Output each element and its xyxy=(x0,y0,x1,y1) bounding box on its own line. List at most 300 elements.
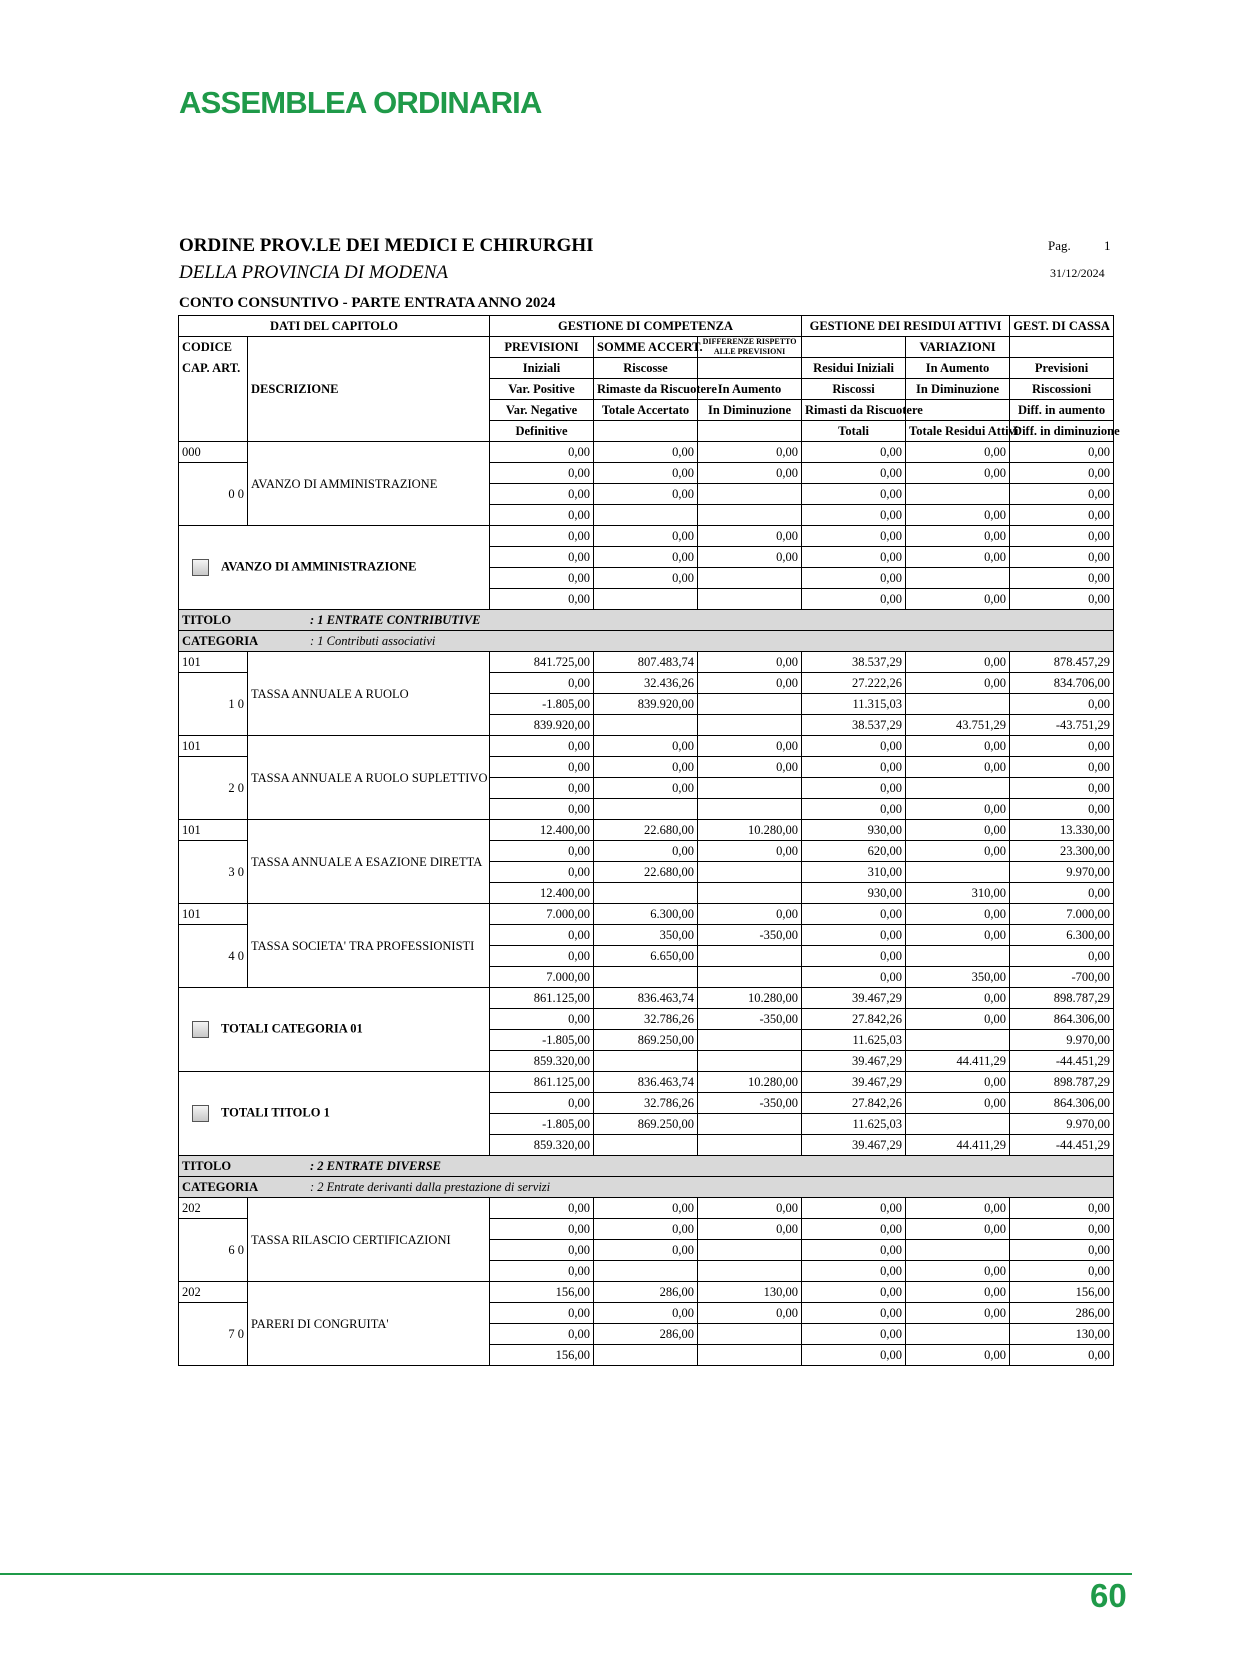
chapter-code: 101 xyxy=(179,820,248,841)
amount-cell: 0,00 xyxy=(490,925,594,946)
checkbox-icon xyxy=(192,1021,209,1038)
amount-cell: 0,00 xyxy=(594,526,698,547)
amount-cell xyxy=(698,778,802,799)
amount-cell: 6.300,00 xyxy=(594,904,698,925)
amount-cell: 0,00 xyxy=(490,547,594,568)
checkbox-icon xyxy=(192,559,209,576)
amount-cell: 0,00 xyxy=(802,1282,906,1303)
amount-cell: 9.970,00 xyxy=(1010,862,1114,883)
amount-cell: 0,00 xyxy=(802,1240,906,1261)
amount-cell: 841.725,00 xyxy=(490,652,594,673)
amount-cell: 0,00 xyxy=(490,736,594,757)
budget-table xyxy=(178,315,1120,1366)
amount-cell: 0,00 xyxy=(1010,778,1114,799)
amount-cell: 10.280,00 xyxy=(698,1072,802,1093)
amount-cell: 0,00 xyxy=(698,652,802,673)
amount-cell: 13.330,00 xyxy=(1010,820,1114,841)
chapter-article: 0 0 xyxy=(179,463,248,526)
amount-cell: 286,00 xyxy=(1010,1303,1114,1324)
amount-cell xyxy=(906,862,1010,883)
amount-cell xyxy=(594,1135,698,1156)
chapter-description: PARERI DI CONGRUITA' xyxy=(248,1282,490,1366)
amount-cell: 834.706,00 xyxy=(1010,673,1114,694)
header-cell: Diff. in diminuzione xyxy=(1010,421,1114,442)
amount-cell: 0,00 xyxy=(906,652,1010,673)
amount-cell: 0,00 xyxy=(906,820,1010,841)
amount-cell: 0,00 xyxy=(1010,757,1114,778)
amount-cell: 39.467,29 xyxy=(802,1135,906,1156)
amount-cell: 869.250,00 xyxy=(594,1030,698,1051)
amount-cell: 0,00 xyxy=(490,1219,594,1240)
table-row xyxy=(179,1072,1114,1093)
amount-cell: 130,00 xyxy=(698,1282,802,1303)
amount-cell: 0,00 xyxy=(490,1198,594,1219)
amount-cell: -1.805,00 xyxy=(490,1114,594,1135)
amount-cell: 0,00 xyxy=(1010,484,1114,505)
header-cell: Riscossi xyxy=(802,379,906,400)
amount-cell: 22.680,00 xyxy=(594,820,698,841)
amount-cell: 286,00 xyxy=(594,1324,698,1345)
band-label: CATEGORIA xyxy=(182,634,259,648)
band-label: CATEGORIA xyxy=(182,1180,259,1194)
header-cell: DIFFERENZE RISPETTO ALLE PREVISIONI xyxy=(698,337,802,358)
amount-cell: 27.842,26 xyxy=(802,1009,906,1030)
amount-cell: 11.625,03 xyxy=(802,1114,906,1135)
amount-cell: 0,00 xyxy=(698,463,802,484)
amount-cell xyxy=(698,883,802,904)
total-label-cell xyxy=(179,988,490,1072)
amount-cell: 0,00 xyxy=(906,904,1010,925)
amount-cell: 0,00 xyxy=(698,442,802,463)
chapter-code: 101 xyxy=(179,736,248,757)
amount-cell: 0,00 xyxy=(906,841,1010,862)
amount-cell xyxy=(698,799,802,820)
amount-cell: 0,00 xyxy=(698,1219,802,1240)
header-cell: Var. Negative xyxy=(490,400,594,421)
amount-cell: 0,00 xyxy=(802,904,906,925)
chapter-article: 6 0 xyxy=(179,1219,248,1282)
amount-cell: 32.786,26 xyxy=(594,1093,698,1114)
amount-cell: 0,00 xyxy=(594,442,698,463)
group-gestione-competenza: GESTIONE DI COMPETENZA xyxy=(490,316,802,337)
amount-cell: 0,00 xyxy=(802,547,906,568)
header-cell: Iniziali xyxy=(490,358,594,379)
amount-cell xyxy=(906,1114,1010,1135)
header-cell: Totale Residui Attivi xyxy=(906,421,1010,442)
amount-cell: 0,00 xyxy=(906,463,1010,484)
amount-cell: 869.250,00 xyxy=(594,1114,698,1135)
amount-cell: 0,00 xyxy=(906,1093,1010,1114)
amount-cell: 0,00 xyxy=(1010,1345,1114,1366)
amount-cell: 0,00 xyxy=(594,1240,698,1261)
header-cell: PREVISIONI xyxy=(490,337,594,358)
amount-cell: 0,00 xyxy=(594,778,698,799)
section-band xyxy=(179,631,1114,652)
amount-cell: 39.467,29 xyxy=(802,1051,906,1072)
group-dati-capitolo: DATI DEL CAPITOLO xyxy=(179,316,490,337)
chapter-code: 101 xyxy=(179,652,248,673)
amount-cell: 0,00 xyxy=(802,1303,906,1324)
header-group-row xyxy=(179,316,1114,337)
amount-cell: 620,00 xyxy=(802,841,906,862)
header-cell: Definitive xyxy=(490,421,594,442)
amount-cell: 0,00 xyxy=(906,799,1010,820)
amount-cell: 0,00 xyxy=(490,1009,594,1030)
amount-cell xyxy=(698,1324,802,1345)
amount-cell: 7.000,00 xyxy=(490,967,594,988)
amount-cell xyxy=(906,568,1010,589)
chapter-description: TASSA SOCIETA' TRA PROFESSIONISTI xyxy=(248,904,490,988)
chapter-article: 1 0 xyxy=(179,673,248,736)
total-label-cell xyxy=(179,1072,490,1156)
amount-cell: 0,00 xyxy=(1010,1261,1114,1282)
section-header: ASSEMBLEA ORDINARIA xyxy=(179,85,542,120)
amount-cell: 0,00 xyxy=(906,1219,1010,1240)
chapter-description: TASSA ANNUALE A RUOLO SUPLETTIVO xyxy=(248,736,490,820)
section-band xyxy=(179,610,1114,631)
amount-cell: 350,00 xyxy=(906,967,1010,988)
table-row xyxy=(179,1198,1114,1219)
amount-cell: 0,00 xyxy=(1010,694,1114,715)
amount-cell xyxy=(698,715,802,736)
amount-cell: 12.400,00 xyxy=(490,883,594,904)
amount-cell: 0,00 xyxy=(906,757,1010,778)
amount-cell: 32.786,26 xyxy=(594,1009,698,1030)
section-band xyxy=(179,1156,1114,1177)
amount-cell: 310,00 xyxy=(906,883,1010,904)
amount-cell: 38.537,29 xyxy=(802,715,906,736)
amount-cell: -350,00 xyxy=(698,925,802,946)
amount-cell: 0,00 xyxy=(490,778,594,799)
amount-cell: 32.436,26 xyxy=(594,673,698,694)
table-body xyxy=(179,442,1114,1366)
chapter-description: TASSA ANNUALE A ESAZIONE DIRETTA xyxy=(248,820,490,904)
amount-cell: 0,00 xyxy=(906,442,1010,463)
header-row xyxy=(179,337,1114,358)
amount-cell: 0,00 xyxy=(594,463,698,484)
amount-cell: 0,00 xyxy=(906,1282,1010,1303)
amount-cell: 0,00 xyxy=(594,841,698,862)
amount-cell: 39.467,29 xyxy=(802,988,906,1009)
header-cap-art-label: CAP. ART. xyxy=(182,361,241,375)
amount-cell: 0,00 xyxy=(906,988,1010,1009)
amount-cell: 0,00 xyxy=(802,736,906,757)
amount-cell: 0,00 xyxy=(594,1303,698,1324)
amount-cell: 864.306,00 xyxy=(1010,1009,1114,1030)
band-value: : 1 ENTRATE CONTRIBUTIVE xyxy=(310,613,481,627)
amount-cell: 0,00 xyxy=(1010,1219,1114,1240)
amount-cell: 0,00 xyxy=(802,799,906,820)
amount-cell: 0,00 xyxy=(490,589,594,610)
amount-cell: 0,00 xyxy=(490,505,594,526)
org-name: ORDINE PROV.LE DEI MEDICI E CHIRURGHI xyxy=(179,235,594,256)
amount-cell xyxy=(594,715,698,736)
amount-cell xyxy=(698,862,802,883)
amount-cell xyxy=(698,1030,802,1051)
header-descrizione: DESCRIZIONE xyxy=(248,337,490,442)
amount-cell: 0,00 xyxy=(802,442,906,463)
amount-cell xyxy=(594,883,698,904)
header-codice-label: CODICE xyxy=(182,340,233,354)
amount-cell: 0,00 xyxy=(802,526,906,547)
amount-cell: 350,00 xyxy=(594,925,698,946)
amount-cell: 0,00 xyxy=(490,1261,594,1282)
amount-cell xyxy=(906,1030,1010,1051)
amount-cell: 859.320,00 xyxy=(490,1135,594,1156)
amount-cell: 0,00 xyxy=(490,841,594,862)
amount-cell: 0,00 xyxy=(1010,1240,1114,1261)
table-row xyxy=(179,904,1114,925)
amount-cell: 864.306,00 xyxy=(1010,1093,1114,1114)
amount-cell: 0,00 xyxy=(490,442,594,463)
amount-cell xyxy=(698,484,802,505)
section-band xyxy=(179,1177,1114,1198)
chapter-article: 2 0 xyxy=(179,757,248,820)
amount-cell: -44.451,29 xyxy=(1010,1135,1114,1156)
header-cell: Diff. in aumento xyxy=(1010,400,1114,421)
amount-cell xyxy=(698,1051,802,1072)
amount-cell: 0,00 xyxy=(490,946,594,967)
header-cell xyxy=(594,421,698,442)
amount-cell: 898.787,29 xyxy=(1010,988,1114,1009)
section-band-row xyxy=(179,631,1114,652)
amount-cell: 0,00 xyxy=(698,1198,802,1219)
amount-cell: 0,00 xyxy=(906,1072,1010,1093)
amount-cell: 0,00 xyxy=(906,1198,1010,1219)
group-gestione-residui: GESTIONE DEI RESIDUI ATTIVI xyxy=(802,316,1010,337)
amount-cell: 286,00 xyxy=(594,1282,698,1303)
amount-cell: 0,00 xyxy=(594,757,698,778)
amount-cell xyxy=(698,568,802,589)
header-cell: Previsioni xyxy=(1010,358,1114,379)
header-cell: Residui Iniziali xyxy=(802,358,906,379)
amount-cell: 0,00 xyxy=(1010,946,1114,967)
chapter-description: TASSA ANNUALE A RUOLO xyxy=(248,652,490,736)
header-cell: VARIAZIONI xyxy=(906,337,1010,358)
amount-cell: 0,00 xyxy=(906,673,1010,694)
amount-cell: 0,00 xyxy=(490,757,594,778)
amount-cell: 0,00 xyxy=(1010,589,1114,610)
amount-cell xyxy=(594,1345,698,1366)
amount-cell: 43.751,29 xyxy=(906,715,1010,736)
amount-cell: 0,00 xyxy=(698,547,802,568)
amount-cell: -350,00 xyxy=(698,1093,802,1114)
table-row xyxy=(179,652,1114,673)
chapter-article: 3 0 xyxy=(179,841,248,904)
amount-cell: 930,00 xyxy=(802,820,906,841)
amount-cell: 898.787,29 xyxy=(1010,1072,1114,1093)
section-band-row xyxy=(179,1177,1114,1198)
amount-cell: 0,00 xyxy=(490,526,594,547)
amount-cell: 0,00 xyxy=(906,547,1010,568)
amount-cell xyxy=(698,1240,802,1261)
amount-cell: 0,00 xyxy=(802,1261,906,1282)
amount-cell: 0,00 xyxy=(802,484,906,505)
amount-cell: 0,00 xyxy=(490,1324,594,1345)
chapter-article: 4 0 xyxy=(179,925,248,988)
header-cell xyxy=(1010,337,1114,358)
amount-cell: 839.920,00 xyxy=(490,715,594,736)
amount-cell: 0,00 xyxy=(594,1219,698,1240)
band-label: TITOLO xyxy=(182,1159,232,1173)
amount-cell: 10.280,00 xyxy=(698,820,802,841)
amount-cell: 0,00 xyxy=(698,673,802,694)
amount-cell: 0,00 xyxy=(490,862,594,883)
amount-cell: 0,00 xyxy=(698,1303,802,1324)
page-number: 60 xyxy=(1090,1577,1127,1614)
checkbox-icon xyxy=(192,1105,209,1122)
amount-cell: -1.805,00 xyxy=(490,694,594,715)
amount-cell xyxy=(594,967,698,988)
amount-cell: 836.463,74 xyxy=(594,988,698,1009)
amount-cell: 0,00 xyxy=(594,736,698,757)
amount-cell: 9.970,00 xyxy=(1010,1030,1114,1051)
header-cell xyxy=(698,358,802,379)
amount-cell: 0,00 xyxy=(1010,526,1114,547)
table-row xyxy=(179,1282,1114,1303)
amount-cell: 0,00 xyxy=(906,505,1010,526)
amount-cell: 156,00 xyxy=(1010,1282,1114,1303)
amount-cell: 0,00 xyxy=(1010,1198,1114,1219)
amount-cell: 0,00 xyxy=(1010,547,1114,568)
amount-cell: 0,00 xyxy=(906,1303,1010,1324)
amount-cell: 156,00 xyxy=(490,1282,594,1303)
amount-cell: 0,00 xyxy=(490,568,594,589)
amount-cell: 861.125,00 xyxy=(490,988,594,1009)
total-label-cell xyxy=(179,526,490,610)
amount-cell: 0,00 xyxy=(1010,463,1114,484)
amount-cell: 0,00 xyxy=(906,1345,1010,1366)
page-label: Pag. xyxy=(1048,238,1071,253)
total-label: TOTALI CATEGORIA 01 xyxy=(221,1021,363,1036)
header-cell: Rimasti da Riscuotere xyxy=(802,400,906,421)
amount-cell: 6.650,00 xyxy=(594,946,698,967)
chapter-code: 000 xyxy=(179,442,248,463)
amount-cell: 22.680,00 xyxy=(594,862,698,883)
amount-cell: 0,00 xyxy=(698,757,802,778)
amount-cell xyxy=(906,694,1010,715)
amount-cell: 861.125,00 xyxy=(490,1072,594,1093)
amount-cell: 12.400,00 xyxy=(490,820,594,841)
amount-cell xyxy=(698,1345,802,1366)
amount-cell: 130,00 xyxy=(1010,1324,1114,1345)
amount-cell: 0,00 xyxy=(698,526,802,547)
amount-cell: 0,00 xyxy=(594,547,698,568)
document-title: CONTO CONSUNTIVO - PARTE ENTRATA ANNO 2024 xyxy=(179,295,556,311)
page-no: 1 xyxy=(1104,238,1111,253)
report-date: 31/12/2024 xyxy=(1050,266,1105,280)
amount-cell: -43.751,29 xyxy=(1010,715,1114,736)
amount-cell: 0,00 xyxy=(906,1009,1010,1030)
amount-cell: 0,00 xyxy=(490,799,594,820)
band-label: TITOLO xyxy=(182,613,232,627)
amount-cell: 0,00 xyxy=(906,589,1010,610)
amount-cell: 27.222,26 xyxy=(802,673,906,694)
amount-cell: 27.842,26 xyxy=(802,1093,906,1114)
amount-cell: 0,00 xyxy=(594,1198,698,1219)
amount-cell xyxy=(698,967,802,988)
amount-cell xyxy=(906,1324,1010,1345)
amount-cell xyxy=(594,589,698,610)
header-codice xyxy=(179,337,248,442)
chapter-code: 101 xyxy=(179,904,248,925)
total-label: AVANZO DI AMMINISTRAZIONE xyxy=(221,559,417,574)
amount-cell: 11.315,03 xyxy=(802,694,906,715)
amount-cell xyxy=(594,799,698,820)
amount-cell: -44.451,29 xyxy=(1010,1051,1114,1072)
amount-cell: 0,00 xyxy=(906,925,1010,946)
amount-cell: 7.000,00 xyxy=(1010,904,1114,925)
amount-cell xyxy=(698,1114,802,1135)
header-cell: Riscossioni xyxy=(1010,379,1114,400)
header-cell: In Diminuzione xyxy=(906,379,1010,400)
table-row xyxy=(179,736,1114,757)
amount-cell xyxy=(906,778,1010,799)
amount-cell: 0,00 xyxy=(490,1093,594,1114)
header-cell: Totale Accertato xyxy=(594,400,698,421)
amount-cell: 930,00 xyxy=(802,883,906,904)
amount-cell: 0,00 xyxy=(490,673,594,694)
amount-cell: -1.805,00 xyxy=(490,1030,594,1051)
amount-cell: 878.457,29 xyxy=(1010,652,1114,673)
amount-cell: 0,00 xyxy=(802,463,906,484)
amount-cell: 0,00 xyxy=(906,526,1010,547)
amount-cell: -700,00 xyxy=(1010,967,1114,988)
band-value: : 1 Contributi associativi xyxy=(310,634,436,648)
table-row xyxy=(179,820,1114,841)
group-gestione-cassa: GEST. DI CASSA xyxy=(1010,316,1114,337)
amount-cell xyxy=(698,1261,802,1282)
amount-cell: 38.537,29 xyxy=(802,652,906,673)
chapter-code: 202 xyxy=(179,1198,248,1219)
section-band-row xyxy=(179,610,1114,631)
amount-cell: 859.320,00 xyxy=(490,1051,594,1072)
amount-cell xyxy=(698,1135,802,1156)
amount-cell: 0,00 xyxy=(698,841,802,862)
amount-cell xyxy=(698,505,802,526)
amount-cell xyxy=(698,694,802,715)
amount-cell: 44.411,29 xyxy=(906,1051,1010,1072)
amount-cell: 0,00 xyxy=(1010,883,1114,904)
amount-cell: 836.463,74 xyxy=(594,1072,698,1093)
amount-cell: 0,00 xyxy=(802,1198,906,1219)
footer-rule xyxy=(0,1573,1132,1575)
table-row xyxy=(179,526,1114,547)
amount-cell: 0,00 xyxy=(802,505,906,526)
amount-cell: 0,00 xyxy=(802,925,906,946)
amount-cell xyxy=(906,484,1010,505)
table-row xyxy=(179,988,1114,1009)
amount-cell: 0,00 xyxy=(802,1219,906,1240)
chapter-code: 202 xyxy=(179,1282,248,1303)
amount-cell xyxy=(698,946,802,967)
amount-cell: 807.483,74 xyxy=(594,652,698,673)
amount-cell: 0,00 xyxy=(594,568,698,589)
amount-cell xyxy=(906,946,1010,967)
amount-cell: 0,00 xyxy=(490,1303,594,1324)
amount-cell: 9.970,00 xyxy=(1010,1114,1114,1135)
amount-cell: 10.280,00 xyxy=(698,988,802,1009)
amount-cell: 0,00 xyxy=(1010,799,1114,820)
amount-cell: 7.000,00 xyxy=(490,904,594,925)
header-cell: In Aumento xyxy=(698,379,802,400)
amount-cell: 0,00 xyxy=(490,463,594,484)
table-row xyxy=(179,442,1114,463)
amount-cell: 11.625,03 xyxy=(802,1030,906,1051)
amount-cell: 0,00 xyxy=(802,967,906,988)
amount-cell: 0,00 xyxy=(698,736,802,757)
amount-cell: 839.920,00 xyxy=(594,694,698,715)
